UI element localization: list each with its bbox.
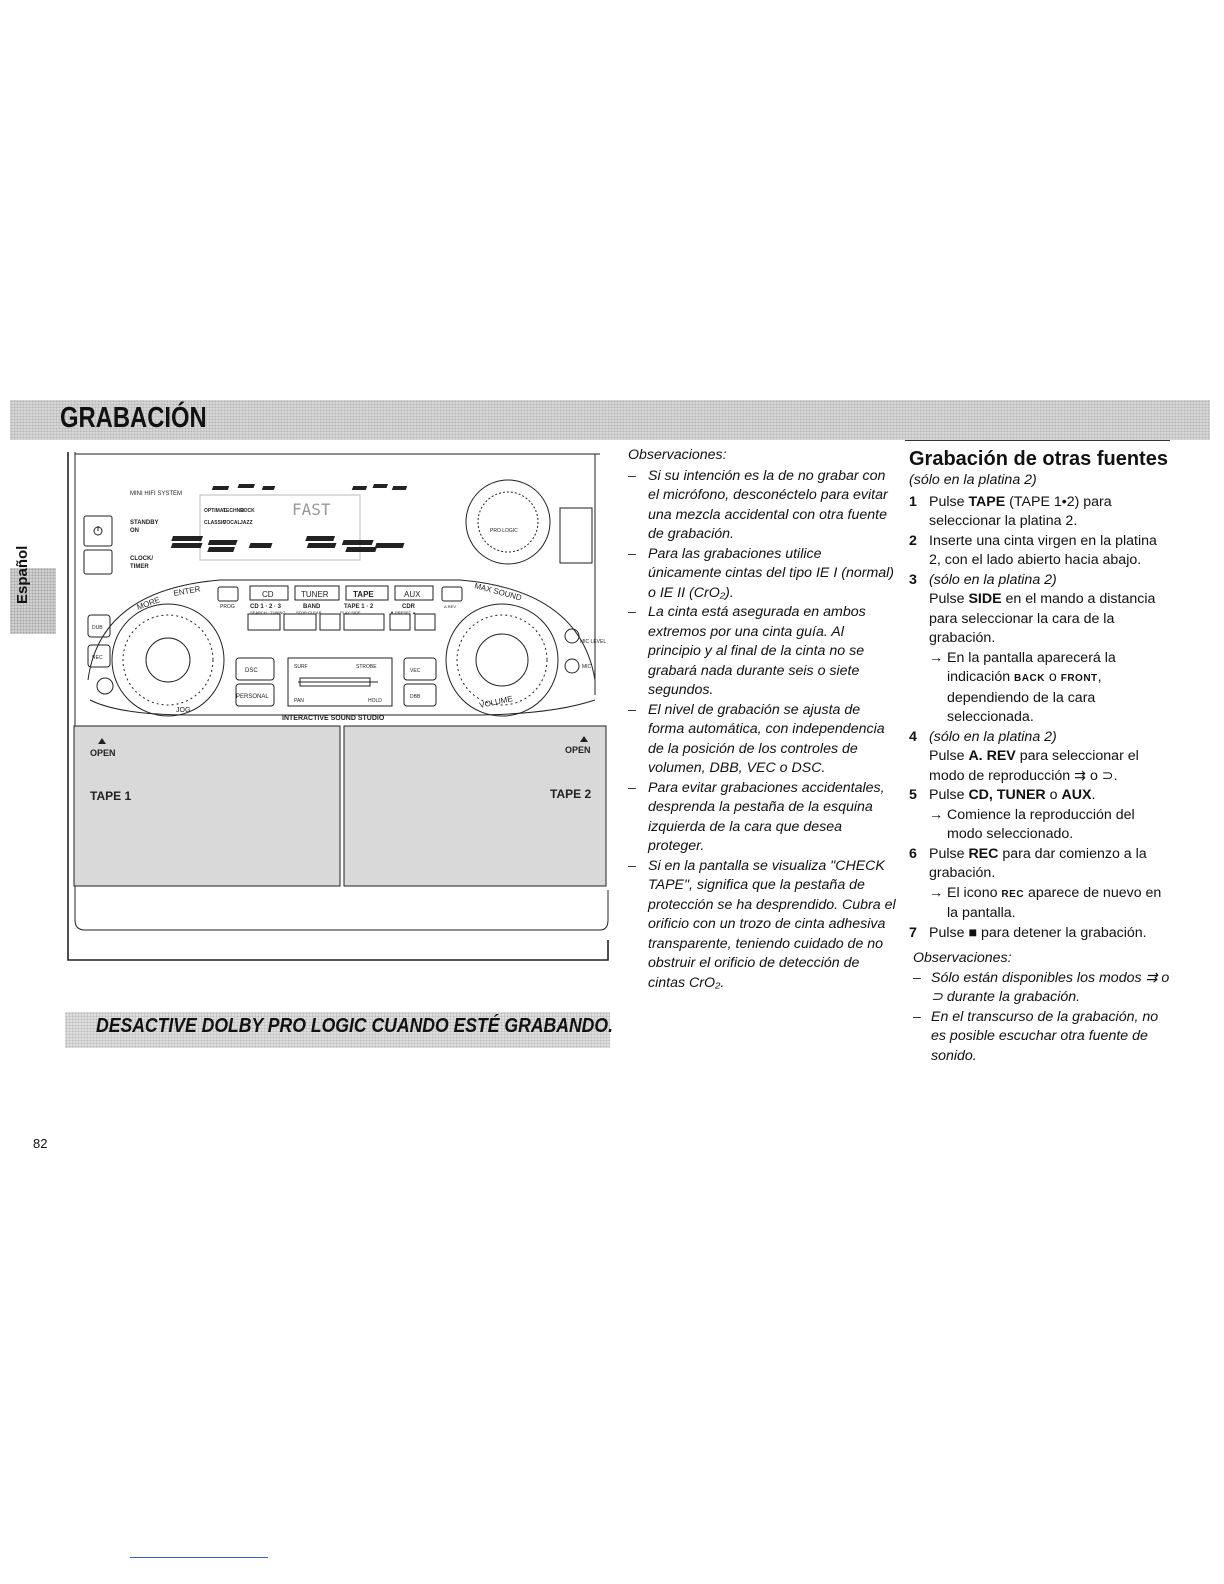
more-button[interactable]: MORE: [135, 595, 162, 612]
section-subheading: (sólo en la platina 2): [909, 472, 1037, 488]
key-label: REC: [1001, 888, 1025, 900]
dsc-button[interactable]: DSC: [245, 668, 258, 674]
stop-clear-label: STOP·CLEAR: [296, 610, 322, 615]
cd123-label: CD 1 · 2 · 3: [250, 604, 282, 610]
arrow-icon: →: [929, 806, 944, 823]
tape2-label: TAPE 2: [550, 787, 592, 801]
step-text: aparece de nuevo en la pantalla.: [947, 884, 1162, 921]
key-label: AUX: [1061, 787, 1092, 803]
hold-label: HOLD: [368, 698, 382, 704]
result-line: [929, 649, 1170, 728]
step-text: para dar comienzo a la grabación.: [929, 845, 1147, 881]
max-sound-button[interactable]: MAX SOUND: [473, 581, 523, 603]
step-note: (sólo en la platina 2): [929, 571, 1057, 588]
mic-label: MIC: [582, 664, 592, 670]
techno-label: TECHNO: [223, 508, 245, 514]
step-text: Comience la reproducción del modo seleccionado.: [947, 806, 1135, 842]
step-text: Pulse: [929, 787, 969, 803]
result-line: [929, 884, 1170, 924]
studio-label: INTERACTIVE SOUND STUDIO: [282, 715, 385, 722]
list-item: – Sólo están disponibles los modos ⇉ o ⊃ durante la grabación.: [905, 969, 1170, 1008]
mic-level-label: MIC LEVEL: [580, 639, 607, 645]
observations-column: [620, 446, 898, 993]
observations-list: [620, 467, 898, 994]
step-item: [905, 493, 1170, 532]
observations-title: Observaciones:: [628, 447, 727, 463]
observations-list: [905, 969, 1170, 1067]
step-number: 4: [909, 728, 917, 745]
band-label: BAND: [303, 604, 321, 610]
step-number: 6: [909, 845, 917, 862]
step-text: , dependiendo de la cara seleccionada.: [947, 669, 1102, 725]
list-item: – El nivel de grabación se ajusta de forma automática, con independencia de la posición de los controles de volumen, DBB, VEC o DSC.: [620, 701, 898, 779]
key-label: TAPE: [968, 493, 1006, 510]
tape1-label: TAPE 1: [90, 789, 132, 803]
step-number: 2: [909, 532, 917, 549]
open-right-button[interactable]: OPEN: [565, 745, 591, 755]
key-label: BACK: [1014, 673, 1045, 684]
volume-label: VOLUME: [478, 694, 514, 710]
step-text: .: [1091, 787, 1096, 803]
jazz-label: JAZZ: [240, 520, 253, 526]
classic-label: CLASSIC: [204, 520, 226, 526]
arev-label: A.REV: [444, 604, 457, 609]
vocal-label: VOCAL: [223, 520, 241, 526]
step-text: Pulse: [929, 748, 969, 764]
result-line: [929, 806, 1170, 845]
key-label: FRONT: [1060, 673, 1098, 684]
step-item: [905, 532, 1170, 571]
page-title: GRABACIÓN: [60, 402, 207, 434]
standby-label: STANDBY: [130, 520, 159, 526]
list-item: – Si su intención es la de no grabar con el micrófono, desconéctelo para evitar una mezcla accidental con otra fuente de grabación.: [620, 467, 898, 545]
strobe-label: STROBE: [356, 664, 377, 670]
step-note: (sólo en la platina 2): [929, 728, 1057, 745]
language-tab-label: Español: [14, 545, 31, 604]
aux-button[interactable]: AUX: [404, 590, 421, 599]
step-number: 7: [909, 924, 917, 941]
display-readout: FAST: [292, 500, 331, 519]
cdr-label: CDR: [402, 604, 415, 610]
dub-button[interactable]: DUB: [92, 625, 103, 631]
step-item: [905, 728, 1170, 787]
surf-label: SURF: [294, 664, 308, 670]
preset-label: ▼ PRESET ▲: [390, 610, 417, 615]
observations-title: Observaciones:: [913, 950, 1012, 966]
list-item: – Para evitar grabaciones accidentales, desprenda la pestaña de la esquina izquierda de la cara que desea proteger.: [620, 779, 898, 857]
tape-button[interactable]: TAPE: [353, 590, 374, 599]
section-rule: [905, 440, 1170, 441]
step-item: [905, 571, 1170, 728]
key-label: A. REV: [968, 748, 1016, 764]
pan-label: PAN: [294, 698, 304, 704]
steps-list: [905, 493, 1170, 944]
key-label: SIDE: [968, 591, 1002, 607]
step-text: Pulse: [929, 591, 969, 607]
timer-label: TIMER: [130, 564, 149, 570]
dbb-button[interactable]: DBB: [410, 694, 421, 700]
cd-button[interactable]: CD: [262, 590, 274, 599]
step-text: El icono: [947, 884, 1002, 901]
personal-button[interactable]: PERSONAL: [236, 694, 269, 700]
step-text: Pulse: [929, 845, 969, 862]
search-tuning-label: SEARCH · TUNING: [250, 610, 286, 615]
section-heading: Grabación de otras fuentes: [909, 448, 1168, 470]
list-item: – En el transcurso de la grabación, no es posible escuchar otra fuente de sonido.: [905, 1008, 1170, 1067]
step-text: (TAPE 1•2) para seleccionar la platina 2.: [929, 493, 1112, 529]
tuner-button[interactable]: TUNER: [301, 590, 329, 599]
step-text: o: [1044, 669, 1061, 685]
warning-banner-text: DESACTIVE DOLBY PRO LOGIC CUANDO ESTÉ GRABANDO.: [96, 1015, 613, 1037]
step-number: 3: [909, 571, 917, 588]
enter-button[interactable]: ENTER: [172, 584, 202, 598]
step-text: o: [1045, 787, 1062, 803]
list-item: – La cinta está asegurada en ambos extremos por una cinta guía. Al principio y al final de la cinta no se grabará nada durante seis o siete segundos.: [620, 603, 898, 701]
prog-label: PROG: [220, 604, 235, 610]
key-label: REC: [968, 845, 999, 862]
step-item: [905, 786, 1170, 845]
play-side-label: PLAY·SIDE: [340, 610, 361, 615]
step-text: para seleccionar el modo de reproducción ⇉ o ⊃.: [929, 748, 1139, 784]
step-number: 1: [909, 493, 917, 510]
clock-label: CLOCK/: [130, 556, 153, 562]
step-item: [905, 924, 1170, 944]
bottom-rule: [130, 1557, 268, 1558]
open-left-button[interactable]: OPEN: [90, 748, 116, 758]
device-diagram: [60, 440, 610, 965]
prologic-label: PRO LOGIC: [490, 528, 518, 534]
step-item: [905, 845, 1170, 924]
list-item: – Para las grabaciones utilice únicamente cintas del tipo IE I (normal) o IE II (CrO₂).: [620, 545, 898, 604]
step-number: 5: [909, 787, 917, 803]
arrow-icon: →: [929, 884, 944, 901]
on-label: ON: [130, 528, 139, 534]
jog-label: JOG: [176, 707, 191, 714]
step-text: En la pantalla aparecerá la indicación: [947, 649, 1116, 685]
right-observations: [905, 949, 1170, 1066]
instructions-column: [905, 440, 1170, 1066]
page-number: 82: [33, 1136, 48, 1151]
rock-label: ROCK: [240, 508, 255, 514]
vec-button[interactable]: VEC: [410, 668, 421, 674]
step-text: en el mando a distancia para seleccionar la cara de la grabación.: [929, 591, 1156, 646]
step-text: Pulse: [929, 493, 969, 510]
key-label: CD, TUNER: [968, 787, 1046, 803]
list-item: – Si en la pantalla se visualiza "CHECK TAPE", significa que la pestaña de protección se ha desprendido. Cubra el orificio con un trozo de cinta adhesiva transparente, teniendo cuidado de no obstruir el orificio de detección de cintas CrO₂.: [620, 857, 898, 994]
arrow-icon: →: [929, 649, 944, 666]
brand-label: MINI HIFI SYSTEM: [130, 491, 183, 497]
optimal-label: OPTIMAL: [204, 508, 227, 514]
rec-button[interactable]: REC: [92, 655, 103, 661]
step-text: Pulse ■ para detener la grabación.: [929, 924, 1147, 941]
step-text: Inserte una cinta virgen en la platina 2, con el lado abierto hacia abajo.: [929, 532, 1157, 568]
tape12-label: TAPE 1 · 2: [344, 604, 374, 610]
